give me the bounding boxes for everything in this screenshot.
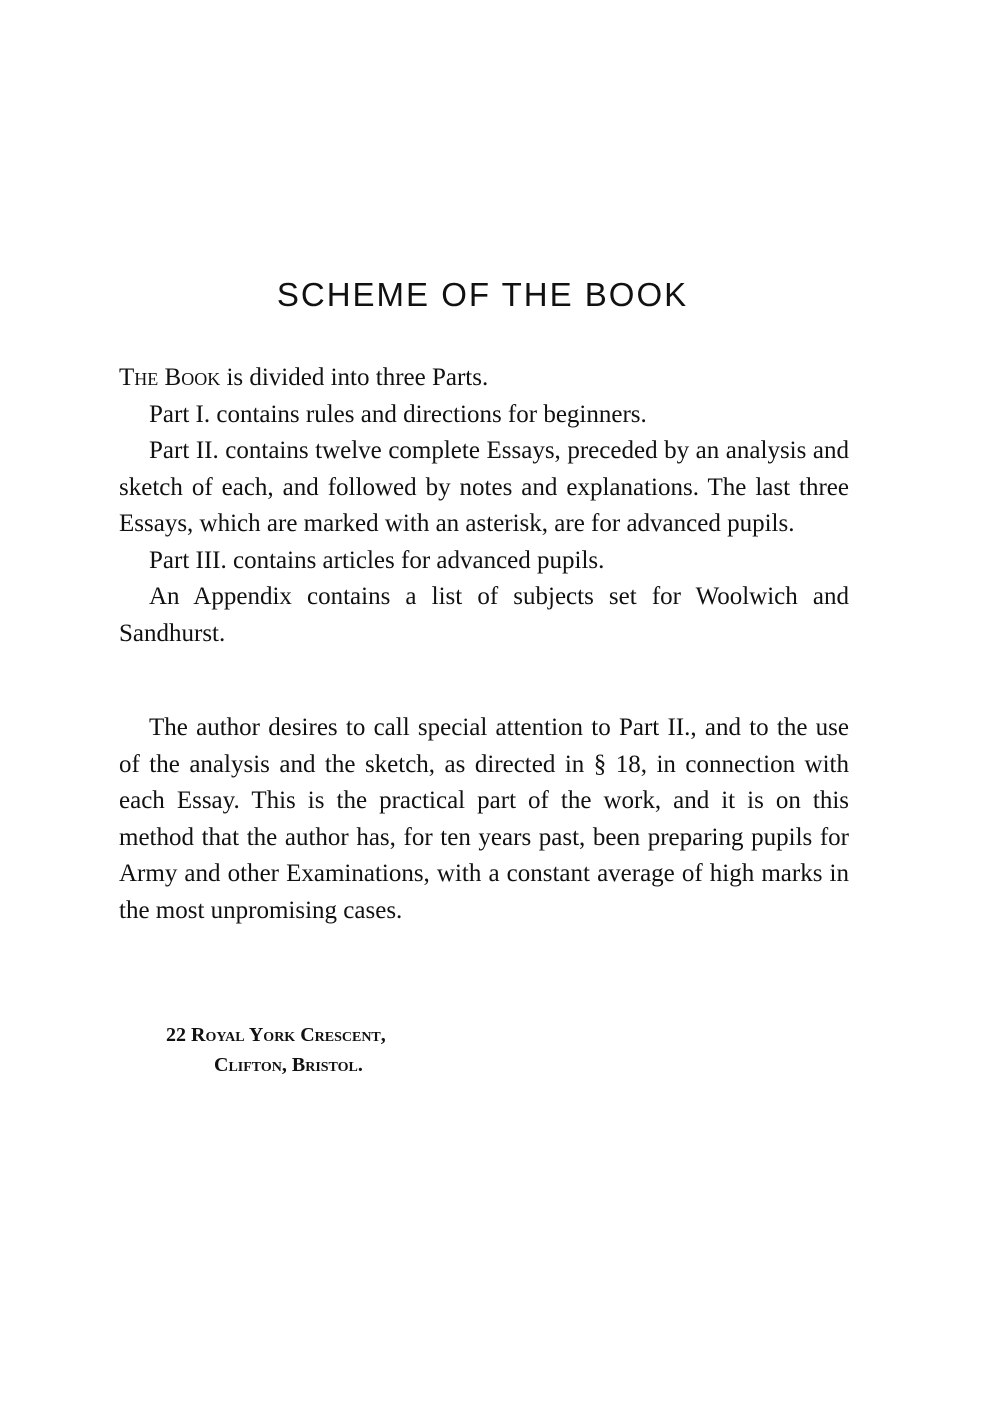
intro-lead: The Book [119,364,221,391]
intro-paragraph [119,360,849,397]
address-block [166,1020,386,1080]
author-note-paragraph: The author desires to call special attention to Part II., and to the use of the analysis and the sketch, as directed in § 18, in connection with each Essay. This is the practical part of the work, and it is on this method that the author has, for ten years past, been preparing pupils for Army and other Examinations, with a constant average of high marks in the most unpromising cases. [119,714,849,924]
part-one-paragraph: Part I. contains rules and directions for beginners. [149,400,647,428]
author-note-section [119,710,849,929]
intro-rest: is divided into three Parts. [220,364,489,391]
part-two-paragraph: Part II. contains twelve complete Essays, preceded by an analysis and sketch of each, and followed by notes and explanations. The last three Essays, which are marked with an asterisk, are for advanced pupils. [119,437,849,537]
page-title: SCHEME OF THE BOOK [276,276,689,313]
part-three-paragraph: Part III. contains articles for advanced pupils. [149,546,605,574]
appendix-paragraph: An Appendix contains a list of subjects set for Woolwich and Sandhurst. [119,583,849,647]
address-line-1: 22 Royal York Crescent, [166,1024,386,1046]
scheme-section [119,360,849,652]
address-line-2: Clifton, Bristol. [214,1054,363,1076]
